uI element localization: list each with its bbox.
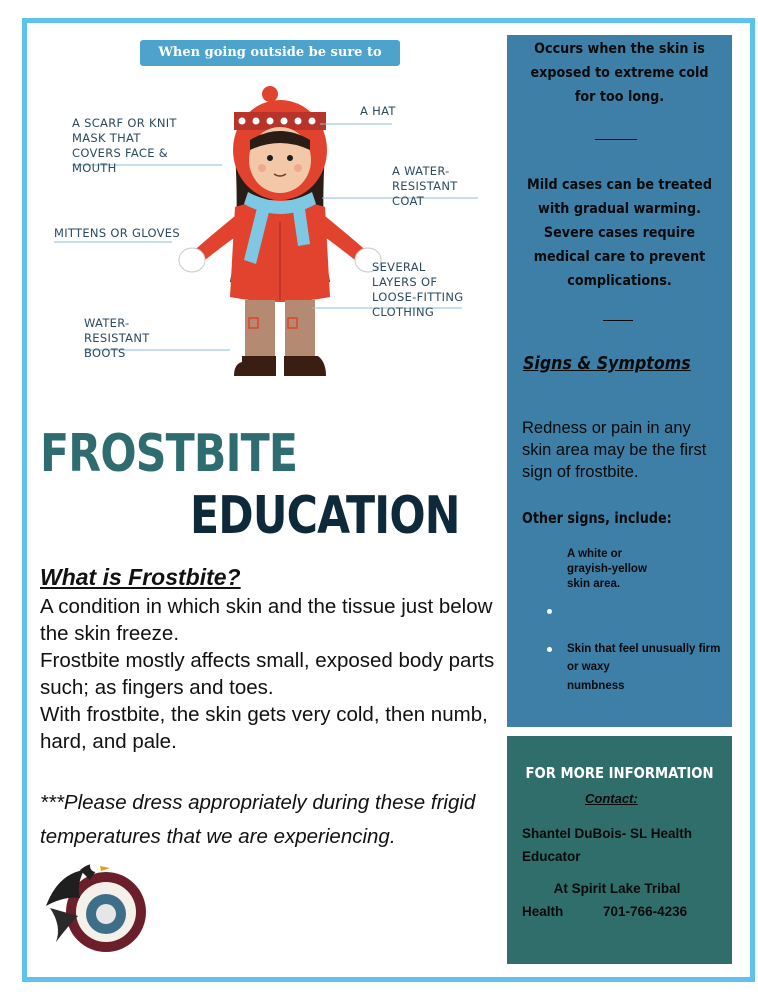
label-layers: SEVERAL LAYERS OF LOOSE-FITTING CLOTHING (372, 260, 464, 319)
occurs-text: Occurs when the skin is exposed to extreme cold for too long. (530, 41, 709, 105)
phone-number: 701-766-4236 (603, 904, 688, 919)
banner-ribbon: When going outside be sure to wear: (140, 40, 400, 66)
tribal-health-logo (40, 856, 152, 956)
what-paragraph-3: With frostbite, the skin gets very cold, then numb, hard, and pale. (40, 703, 488, 753)
title-frostbite: FROSTBITE (40, 424, 298, 484)
bullet-text-1: A white or grayish-yellow skin area. (567, 548, 647, 590)
label-hat: A HAT (360, 104, 396, 118)
contact-panel-green (507, 736, 732, 964)
label-coat: A WATER-RESISTANT COAT (392, 164, 458, 208)
signs-heading: Signs & Symptoms (523, 353, 691, 374)
separator-1 (595, 139, 637, 140)
org-line-1: At Spirit Lake Tribal (553, 881, 681, 896)
what-paragraph-1: A condition in which skin and the tissue just below the skin freeze. (40, 595, 493, 645)
bullet-dot-1 (547, 609, 552, 614)
label-scarf: A SCARF OR KNIT MASK THAT COVERS FACE & MOUTH (72, 116, 177, 175)
other-signs-heading: Other signs, include: (522, 509, 672, 527)
more-info-heading: FOR MORE INFORMATION (525, 764, 714, 782)
separator-2 (603, 320, 633, 321)
what-paragraph-2: Frostbite mostly affects small, exposed body parts such; as fingers and toes. (40, 649, 495, 699)
contact-label: Contact: (585, 791, 638, 806)
title-education: EDUCATION (190, 486, 460, 546)
label-boots: WATER-RESISTANT BOOTS (84, 316, 150, 360)
what-body (40, 593, 510, 755)
info-panel-blue (507, 35, 732, 727)
contact-org (522, 877, 732, 923)
contact-person: Shantel DuBois- SL Health Educator (522, 826, 693, 864)
eagle-seal-icon (40, 856, 152, 956)
clothing-illustration (30, 32, 500, 387)
bullet-text-2: Skin that feel unusually firm or waxy (567, 643, 721, 673)
what-heading: What is Frostbite? (40, 564, 241, 590)
redness-text: Redness or pain in any skin area may be the first sign of frostbite. (522, 419, 707, 481)
org-name: Health (522, 904, 564, 919)
mild-cases-text: Mild cases can be treated with gradual warming. Severe cases require medical care to prevent complications. (527, 177, 712, 289)
bullet-dot-2 (547, 647, 552, 652)
dress-note: ***Please dress appropriately during these frigid temperatures that we are experiencing. (40, 791, 476, 848)
label-mittens: MITTENS OR GLOVES (54, 226, 180, 240)
bullet-text-3: numbness (567, 680, 625, 692)
org-line-2 (522, 900, 732, 923)
